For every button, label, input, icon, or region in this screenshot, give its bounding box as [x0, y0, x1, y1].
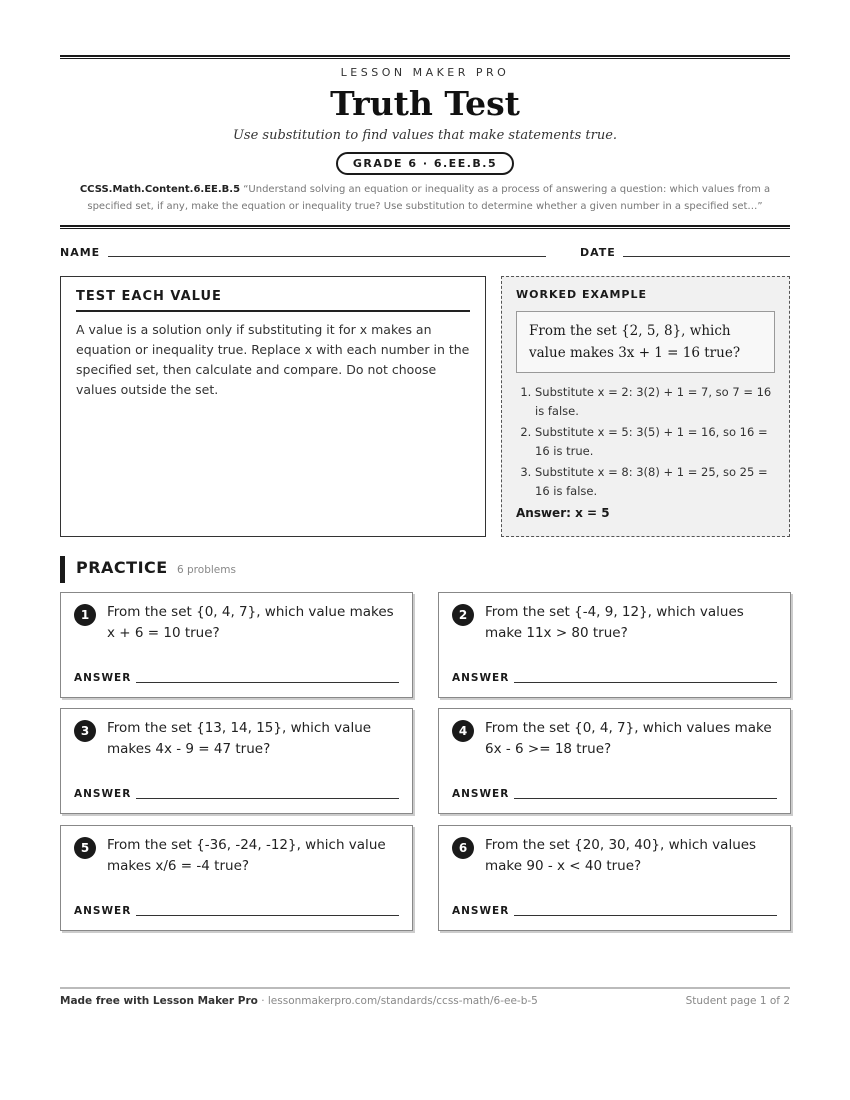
practice-accent-bar	[60, 556, 65, 583]
test-each-value-box	[60, 276, 486, 537]
practice-count: 6 problems	[177, 564, 236, 576]
problem-text: From the set {-4, 9, 12}, which values make 11x > 80 true?	[485, 604, 744, 641]
brand-name: LESSON MAKER PRO	[340, 66, 510, 79]
problem-number: 5	[74, 837, 96, 859]
answer-label: ANSWER	[452, 905, 510, 917]
worked-example-box	[501, 276, 790, 537]
worked-step: 3. Substitute x = 8: 3(8) + 1 = 25, so 25 = 16 is false.	[535, 463, 775, 501]
page-subtitle: Use substitution to find values that make statements true.	[232, 128, 618, 143]
problem-card-4	[438, 708, 791, 814]
footer-rule	[60, 987, 790, 989]
grade-badge: GRADE 6 · 6.EE.B.5	[336, 152, 514, 175]
standard-description	[70, 181, 780, 215]
worksheet-page	[60, 0, 790, 1100]
worked-example-question: From the set {2, 5, 8}, which value makes 3x + 1 = 16 true?	[516, 311, 775, 373]
date-field[interactable]	[623, 256, 790, 257]
answer-field[interactable]	[136, 682, 399, 683]
worked-example-steps	[516, 383, 775, 501]
problem-text: From the set {20, 30, 40}, which values make 90 - x < 40 true?	[485, 837, 757, 874]
problem-number: 2	[452, 604, 474, 626]
problem-card-3	[60, 708, 413, 814]
problem-number: 6	[452, 837, 474, 859]
problem-card-5	[60, 825, 413, 931]
name-label: NAME	[60, 246, 101, 259]
problem-card-1	[60, 592, 413, 698]
answer-field[interactable]	[514, 915, 777, 916]
problem-number: 1	[74, 604, 96, 626]
answer-field[interactable]	[136, 915, 399, 916]
problem-card-2	[438, 592, 791, 698]
test-box-title: TEST EACH VALUE	[76, 289, 470, 312]
standard-code: CCSS.Math.Content.6.EE.B.5	[79, 184, 241, 195]
problem-text: From the set {13, 14, 15}, which value makes 4x - 9 = 47 true?	[107, 720, 372, 757]
problem-card-6	[438, 825, 791, 931]
top-rule	[60, 55, 790, 59]
answer-label: ANSWER	[452, 672, 510, 684]
problem-number: 3	[74, 720, 96, 742]
worked-example-answer: Answer: x = 5	[516, 506, 610, 520]
footer-credit	[60, 995, 538, 1007]
worked-step: 2. Substitute x = 5: 3(5) + 1 = 16, so 16 = 16 is true.	[535, 423, 775, 461]
answer-label: ANSWER	[74, 672, 132, 684]
answer-label: ANSWER	[452, 788, 510, 800]
problem-text: From the set {0, 4, 7}, which value makes x + 6 = 10 true?	[107, 604, 394, 641]
answer-field[interactable]	[136, 798, 399, 799]
footer-url: · lessonmakerpro.com/standards/ccss-math/6-ee-b-5	[257, 995, 538, 1007]
standard-text: “Understand solving an equation or inequality as a process of answering a question: which values from a specified set, if any, make the equation or inequality true? Use substitution to determine whether a given number in a specified set…”	[87, 184, 771, 212]
problem-text: From the set {-36, -24, -12}, which value makes x/6 = -4 true?	[107, 837, 386, 874]
answer-label: ANSWER	[74, 905, 132, 917]
answer-label: ANSWER	[74, 788, 132, 800]
answer-field[interactable]	[514, 682, 777, 683]
problem-text: From the set {0, 4, 7}, which values make 6x - 6 >= 18 true?	[485, 720, 772, 757]
header-bottom-rule	[60, 225, 790, 229]
footer-page-number: Student page 1 of 2	[685, 995, 790, 1007]
footer-made-with: Made free with Lesson Maker Pro	[60, 995, 258, 1007]
name-field[interactable]	[108, 256, 546, 257]
practice-title: PRACTICE	[76, 558, 168, 577]
worked-step: 1. Substitute x = 2: 3(2) + 1 = 7, so 7 = 16 is false.	[535, 383, 775, 421]
answer-field[interactable]	[514, 798, 777, 799]
test-box-body: A value is a solution only if substituting it for x makes an equation or inequality true. Replace x with each number in the specified set, then calculate and compare. Do not choose values outside the set.	[76, 322, 470, 397]
date-label: DATE	[580, 246, 616, 259]
page-title: Truth Test	[330, 84, 520, 123]
problem-number: 4	[452, 720, 474, 742]
worked-example-title: WORKED EXAMPLE	[516, 288, 647, 301]
